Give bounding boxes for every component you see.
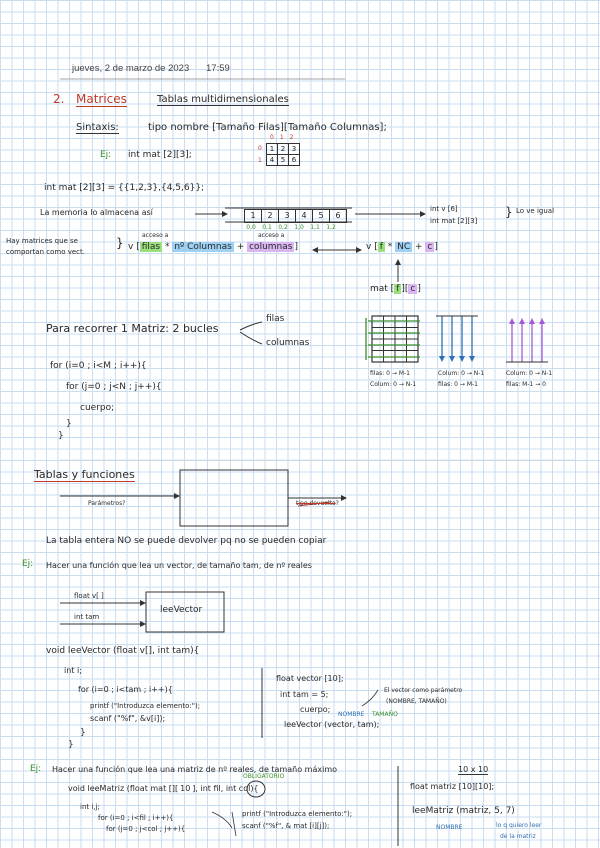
note-date: jueves, 2 de marzo de 2023: [72, 63, 190, 74]
example2-label: Ej:: [30, 764, 42, 774]
diagram-3-line2: filas: M-1 → 0: [506, 381, 546, 388]
memory-cell: 5: [312, 209, 330, 223]
example1-body: }: [80, 728, 86, 738]
example2-body-right: scanf ("%f", & mat [i][j]);: [242, 822, 330, 830]
rhs-f: f: [379, 242, 383, 252]
code-line: }: [58, 431, 64, 441]
functions-note: La tabla entera NO se puede devolver pq no se pueden copiar: [46, 536, 327, 546]
diagram-1-line1: filas: 0 → M-1: [370, 370, 410, 377]
formula-acceso-filas: acceso a: [142, 232, 169, 239]
formula-plus: +: [236, 242, 245, 252]
mat-access-name: mat: [370, 284, 388, 294]
formula-filas: filas: [141, 242, 161, 252]
memory-index: 1,2: [326, 224, 336, 231]
rhs-v: v: [366, 242, 372, 252]
section-title: Matrices: [76, 92, 127, 106]
diagram-2-line2: filas: 0 → M-1: [438, 381, 478, 388]
example2-signature-a: void leeMatriz (float mat [][: [68, 784, 179, 793]
example2-decl: float matriz [10][10];: [410, 782, 495, 791]
memory-indices: [243, 224, 339, 231]
mat-access: mat [ f ][ c ]: [370, 284, 421, 294]
example-label: Ej:: [100, 150, 112, 160]
example1-body: printf ("Introduzca elemento:");: [90, 702, 201, 710]
memory-index: 1,0: [294, 224, 304, 231]
matrix-cell: 2: [277, 143, 289, 155]
example2-note-1: lo q quiero leer: [496, 822, 542, 829]
example-code: int mat [2][3];: [128, 150, 192, 160]
memory-cell: 6: [329, 209, 347, 223]
init-code: int mat [2][3] = {{1,2,3},{4,5,6}};: [44, 183, 205, 193]
example1-input-v: float v[ ]: [74, 592, 104, 600]
memory-index: 0,0: [246, 224, 256, 231]
example2-body: int i,j;: [80, 803, 100, 811]
example1-label: Ej:: [22, 559, 34, 569]
equiv-note: Lo ve igual: [516, 207, 555, 215]
example2-signature: [68, 784, 259, 793]
vector-note-brace: }: [116, 236, 124, 250]
memory-cell: 2: [261, 209, 279, 223]
col-index: 2: [289, 134, 300, 141]
diagram-1-line2: Colum: 0 → N-1: [370, 381, 417, 388]
matrix-cell: 3: [288, 143, 300, 155]
example1-input-tam: int tam: [74, 613, 100, 621]
code-line: for (i=0 ; i<M ; i++){: [50, 361, 147, 371]
matrix-row: [266, 154, 299, 166]
traverse-title: Para recorrer 1 Matriz: 2 bucles: [46, 322, 219, 335]
functions-return-q: ?: [335, 500, 339, 507]
example2-tag-nombre: NOMBRE: [436, 824, 463, 831]
functions-return-struck: tipo devuelto: [296, 500, 336, 507]
code-line: cuerpo;: [80, 403, 115, 413]
example1-call: float vector [10];: [276, 674, 344, 683]
vector-note-2: comportan como vect.: [6, 248, 85, 256]
matrix-row-index: 1: [258, 157, 262, 164]
example1-call: cuerpo;: [300, 705, 331, 714]
formula-times: *: [164, 242, 170, 252]
equiv-vector: int v [6]: [430, 205, 458, 213]
example1-box-label: leeVector: [160, 605, 203, 615]
mat-access-c: c: [410, 284, 416, 294]
matrix-row-index: 0: [258, 145, 262, 152]
memory-index: 1,1: [310, 224, 320, 231]
memory-cell: 4: [295, 209, 313, 223]
example1-call: int tam = 5;: [280, 690, 329, 699]
matrix-cell: 5: [277, 154, 289, 166]
memory-index: 0,1: [262, 224, 272, 231]
example2-note-2: de la matriz: [500, 833, 536, 840]
mat-access-f: f: [396, 284, 400, 294]
formula-columnas: columnas: [249, 242, 293, 252]
functions-return: [296, 500, 339, 507]
example2-statement: Hacer una función que lea una matriz de nº reales, de tamaño máximo: [52, 765, 338, 774]
vector-note-1: Hay matrices que se: [6, 237, 78, 245]
example1-signature: void leeVector (float v[], int tam){: [46, 646, 200, 656]
note-time: 17:59: [206, 63, 230, 74]
matrix-cell: 6: [288, 154, 300, 166]
example2-max-size: 10 x 10: [458, 765, 489, 774]
formula-rhs: v [ f * NC + c ]: [366, 242, 438, 252]
example1-body: int i;: [64, 666, 82, 675]
example2-body: for (j=0 ; j<col ; j++){: [106, 825, 186, 833]
example1-statement: Hacer una función que lea un vector, de tamaño tam, de nº reales: [46, 561, 312, 570]
section-subtitle: Tablas multidimensionales: [157, 94, 289, 105]
memory-strip: [244, 209, 346, 223]
example1-note-2: (NOMBRE, TAMAÑO): [386, 698, 447, 705]
col-index: 1: [279, 134, 290, 141]
example2-signature-circ: 10: [180, 784, 191, 793]
example1-body: for (i=0 ; i<tam ; i++){: [78, 685, 173, 694]
example1-tag-nombre: NOMBRE: [338, 711, 365, 718]
example2-call: leeMatriz (matriz, 5, 7): [412, 806, 515, 816]
rhs-nc: NC: [397, 242, 411, 252]
example1-note-1: El vector como parámetro: [384, 687, 463, 694]
matrix-cell: 1: [266, 143, 278, 155]
formula-acceso-columnas: acceso a: [258, 232, 285, 239]
rhs-c: c: [427, 242, 433, 252]
example2-body-right: printf ("Introduzca elemento:");: [242, 810, 353, 818]
formula: v [ filas * nº Columnas + columnas ]: [128, 242, 298, 252]
example2-signature-b: ], int fil, int col){: [192, 784, 259, 793]
syntax-label: Sintaxis:: [76, 122, 119, 133]
example1-body: }: [68, 740, 74, 750]
memory-index: 0,2: [278, 224, 288, 231]
traverse-branch-columnas: columnas: [266, 338, 310, 348]
diagram-3-line1: Colum: 0 → N-1: [506, 370, 553, 377]
section-number: 2.: [53, 92, 65, 106]
diagram-2-line1: Colum: 0 → N-1: [438, 370, 485, 377]
equiv-matrix: int mat [2][3]: [430, 217, 478, 225]
equiv-brace: }: [505, 205, 513, 219]
matrix-col-indices: [270, 134, 299, 141]
col-index: 0: [270, 134, 280, 141]
example1-body: scanf ("%f", &v[i]);: [90, 714, 166, 723]
memory-cell: 1: [244, 209, 262, 223]
memory-cell: 3: [278, 209, 296, 223]
example1-call: leeVector (vector, tam);: [284, 720, 380, 729]
code-line: }: [66, 419, 72, 429]
functions-title: Tablas y funciones: [34, 468, 135, 481]
functions-param: Parámetros?: [88, 500, 126, 507]
matrix-cell: 4: [266, 154, 278, 166]
example2-body: for (i=0 ; i<fil ; i++){: [98, 814, 174, 822]
syntax-text: tipo nombre [Tamaño Filas][Tamaño Columnas];: [148, 122, 387, 133]
formula-ncolumnas: nº Columnas: [174, 242, 232, 252]
code-line: for (j=0 ; j<N ; j++){: [66, 382, 162, 392]
traverse-branch-filas: filas: [266, 314, 285, 324]
memory-label: La memoria lo almacena así: [40, 208, 153, 217]
example2-obligatorio: OBLIGATORIO: [243, 773, 285, 780]
formula-v: v: [128, 242, 134, 252]
example1-tag-tamano: TAMAÑO: [372, 711, 398, 718]
